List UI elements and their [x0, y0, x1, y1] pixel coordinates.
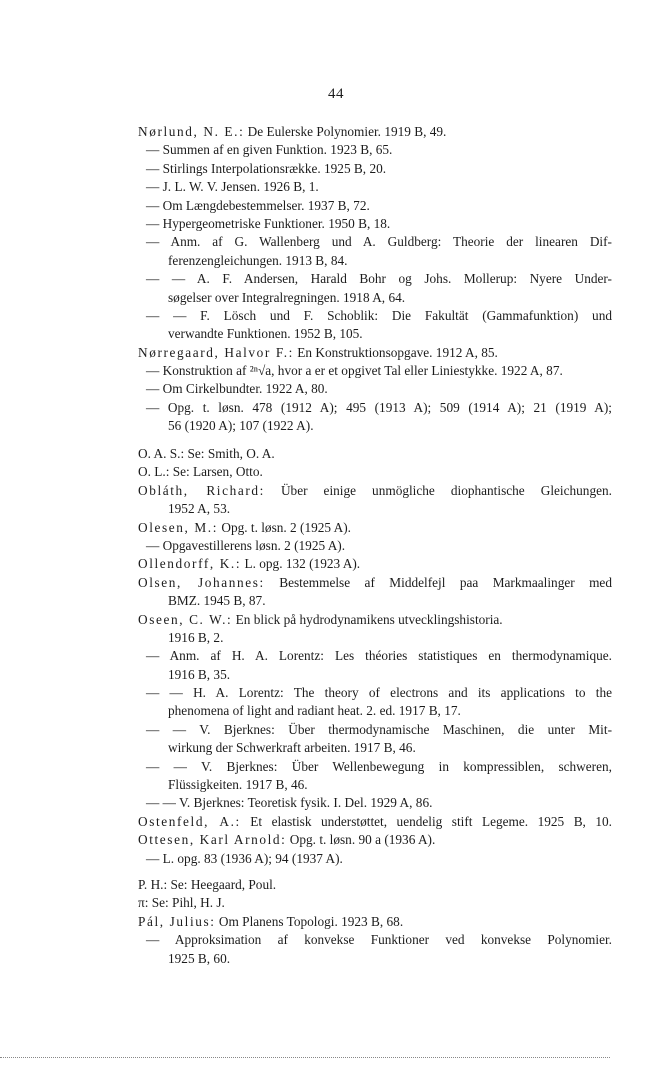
- entry-author: Olsen, Johannes:: [138, 574, 265, 590]
- index-subentry: — Opgavestillerens løsn. 2 (1925 A).: [146, 537, 346, 553]
- index-subentry: — Om Cirkelbundter. 1922 A, 80.: [146, 381, 328, 397]
- index-subentry: — Summen af en given Funktion. 1923 B, 65.: [146, 142, 393, 158]
- entry-author: Ostenfeld, A.:: [138, 813, 241, 829]
- index-entry-heading: [138, 813, 612, 831]
- index-entry-heading: [138, 482, 612, 500]
- index-entry-heading: [138, 123, 612, 141]
- entry-reference: Über einige unmögliche diophantische Gleichungen.: [264, 482, 612, 498]
- index-subentry: — Anm. af G. Wallenberg und A. Guldberg: Theorie der linearen Dif-: [146, 234, 612, 250]
- index-continuation-line: ferenzengleichungen. 1913 B, 84.: [168, 252, 348, 268]
- index-subentry: — L. opg. 83 (1936 A); 94 (1937 A).: [146, 850, 343, 866]
- index-cross-reference: π: Se: Pihl, H. J.: [138, 895, 225, 911]
- index-section-o: [138, 445, 612, 868]
- page-number: 44: [328, 86, 344, 102]
- index-continuation-line: verwandte Funktionen. 1952 B, 105.: [168, 326, 363, 342]
- index-continuation-line: 56 (1920 A); 107 (1922 A).: [168, 418, 314, 434]
- index-review-subentry: — — V. Bjerknes: Teoretisk fysik. I. Del. 1929 A, 86.: [146, 795, 433, 811]
- index-entry-heading: [138, 831, 612, 849]
- index-entry-heading: [138, 913, 612, 931]
- entry-author: Nørlund, N. E.:: [138, 124, 245, 139]
- index-review-subentry: — — H. A. Lorentz: The theory of electrons and its applications to the: [146, 685, 612, 701]
- index-cross-reference: O. A. S.: Se: Smith, O. A.: [138, 446, 275, 461]
- index-review-subentry: — — A. F. Andersen, Harald Bohr og Johs. Mollerup: Nyere Under-: [146, 271, 612, 287]
- entry-author: Nørregaard, Halvor F.:: [138, 344, 294, 360]
- entry-reference: Om Planens Topologi. 1923 B, 68.: [215, 913, 404, 929]
- index-subentry: — J. L. W. V. Jensen. 1926 B, 1.: [146, 179, 319, 195]
- entry-author: Oseen, C. W.:: [138, 611, 233, 627]
- index-cross-reference: O. L.: Se: Larsen, Otto.: [138, 464, 263, 480]
- index-entry-heading: [138, 555, 612, 573]
- entry-reference: Bestemmelse af Middelfejl paa Markmaalinger med: [264, 574, 612, 590]
- index-entry-heading: [138, 574, 612, 592]
- index-subentry: — Anm. af H. A. Lorentz: Les théories statistiques en thermodynamique.: [146, 648, 612, 664]
- index-entry-heading: [138, 611, 612, 629]
- crop-mark-line: [0, 1057, 610, 1058]
- index-review-subentry: — — V. Bjerknes: Über Wellenbewegung in kompressiblen, schweren,: [146, 758, 612, 774]
- index-entry-heading: [138, 519, 612, 537]
- index-subentry: — Stirlings Interpolationsrække. 1925 B, 20.: [146, 160, 387, 176]
- entry-reference: L. opg. 132 (1923 A).: [241, 556, 361, 572]
- entry-author: Obláth, Richard:: [138, 482, 265, 498]
- index-continuation-line: wirkung der Schwerkraft arbeiten. 1917 B, 46.: [168, 740, 416, 756]
- index-section-p: [138, 876, 612, 968]
- index-continuation-line: søgelser over Integralregningen. 1918 A, 64.: [168, 289, 406, 305]
- index-continuation-line: 1925 B, 60.: [168, 950, 231, 966]
- index-subentry: — Opg. t. løsn. 478 (1912 A); 495 (1913 A); 509 (1914 A); 21 (1919 A);: [146, 399, 612, 415]
- index-subentry: — Hypergeometriske Funktioner. 1950 B, 18.: [146, 215, 391, 231]
- index-review-subentry: — — V. Bjerknes: Über thermodynamische Maschinen, die unter Mit-: [146, 721, 612, 737]
- entry-author: Ottesen, Karl Arnold:: [138, 832, 287, 848]
- entry-author: Ollendorff, K.:: [138, 556, 242, 572]
- entry-author: Olesen, M.:: [138, 519, 219, 535]
- index-subentry: — Om Længdebestemmelser. 1937 B, 72.: [146, 197, 370, 213]
- index-review-subentry: — — F. Lösch und F. Schoblik: Die Fakultät (Gammafunktion) und: [146, 307, 612, 323]
- index-continuation-line: 1916 B, 35.: [168, 666, 231, 682]
- index-continuation-line: phenomena of light and radiant heat. 2. ed. 1917 B, 17.: [168, 703, 461, 719]
- index-section-n: [138, 123, 612, 436]
- index-continuation-line: 1916 B, 2.: [168, 629, 224, 645]
- index-continuation-line: BMZ. 1945 B, 87.: [168, 593, 266, 609]
- index-continuation-line: Flüssigkeiten. 1917 B, 46.: [168, 777, 308, 793]
- entry-reference: Opg. t. løsn. 2 (1925 A).: [218, 519, 351, 535]
- index-subentry: — Approksimation af konvekse Funktioner ved konvekse Polynomier.: [146, 932, 612, 948]
- entry-reference: En blick på hydrodynamikens utvecklingshistoria.: [232, 611, 503, 627]
- entry-reference: De Eulerske Polynomier. 1919 B, 49.: [244, 124, 447, 139]
- index-subentry: — Konstruktion af ²ⁿ√a, hvor a er et opgivet Tal eller Liniestykke. 1922 A, 87.: [146, 363, 563, 379]
- entry-reference: Et elastisk understøttet, uendelig stift Legeme. 1925 B, 10.: [240, 813, 612, 829]
- index-entry-heading: [138, 344, 612, 362]
- index-continuation-line: 1952 A, 53.: [168, 501, 231, 517]
- entry-author: Pál, Julius:: [138, 913, 216, 929]
- index-cross-reference: P. H.: Se: Heegaard, Poul.: [138, 877, 277, 892]
- entry-reference: Opg. t. løsn. 90 a (1936 A).: [286, 832, 436, 848]
- entry-reference: En Konstruktionsopgave. 1912 A, 85.: [293, 344, 498, 360]
